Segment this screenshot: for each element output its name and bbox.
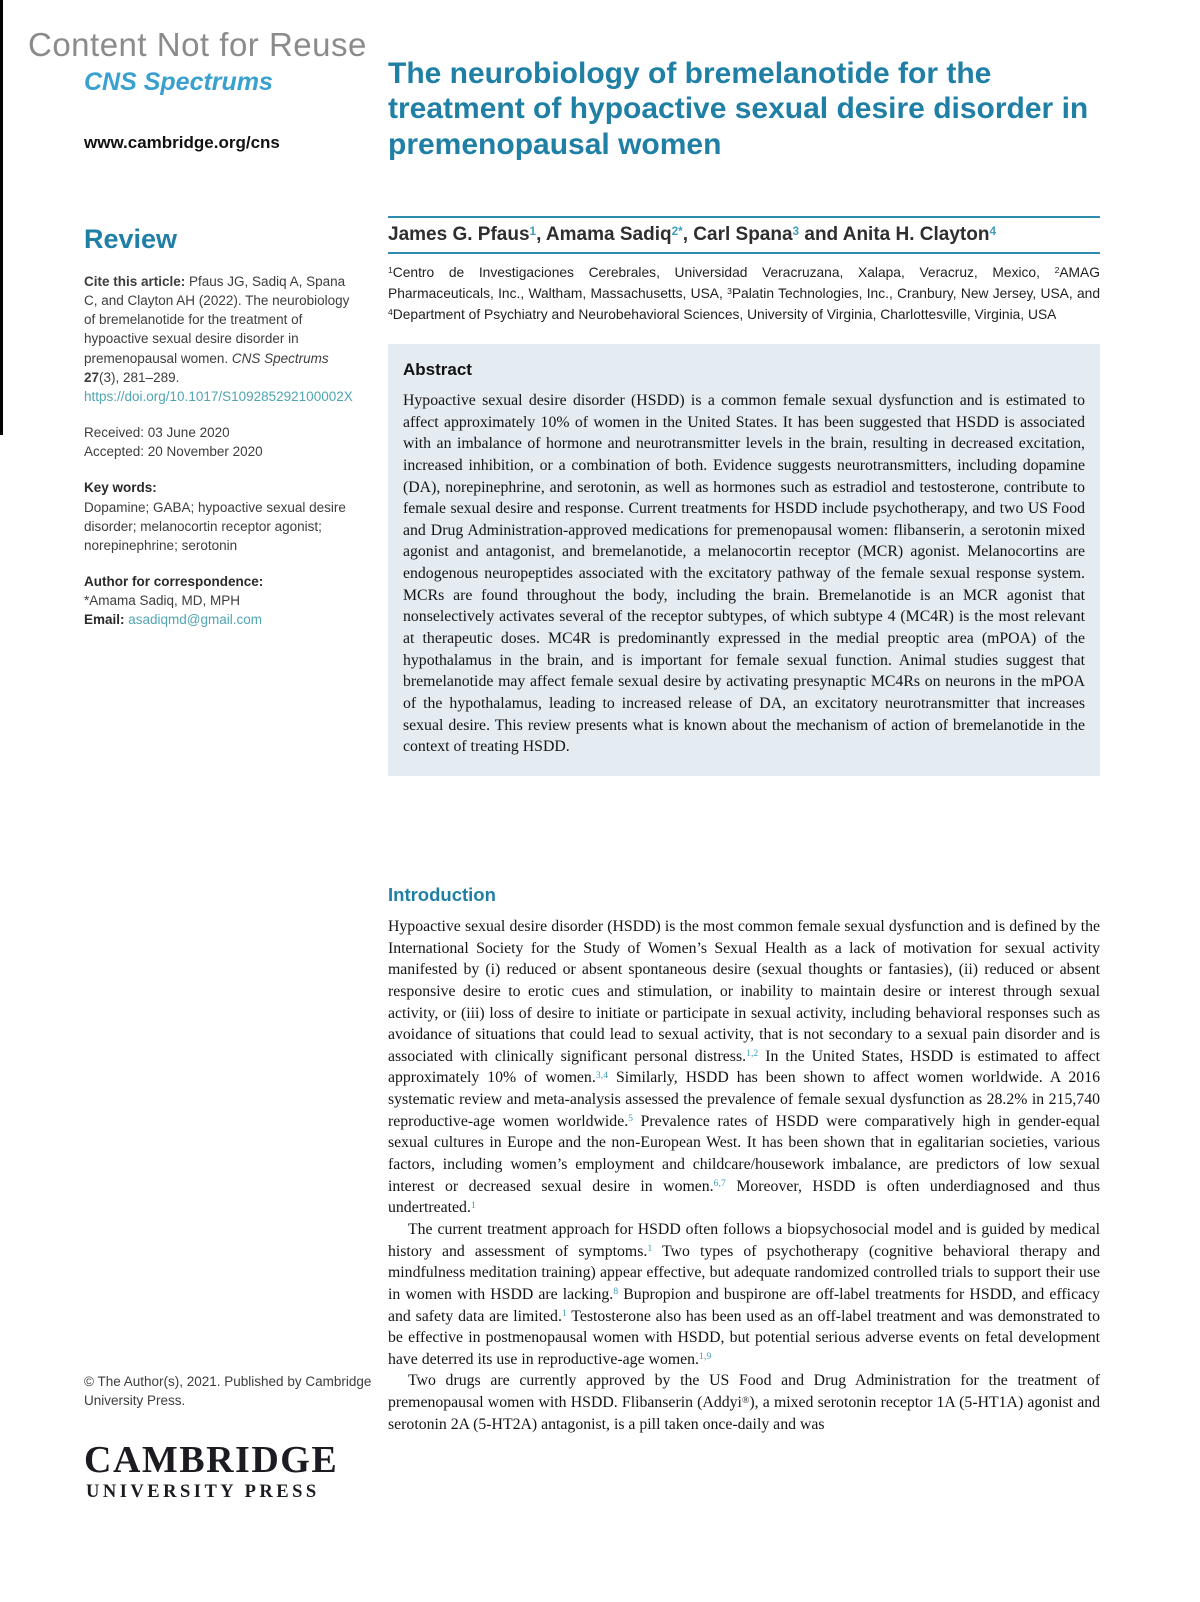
abstract-section: [388, 344, 1100, 776]
dates-block: [84, 423, 358, 461]
abstract-text: Hypoactive sexual desire disorder (HSDD) is a common female sexual dysfunction and is estimated to affect approximately 10% of women in the United States. It has been suggested that HSDD is associated with an imbalance of hormone and neurotransmitter levels in the brain, resulting in decreased excitation, increased inhibition, or a combination of both. Evidence suggests neurotransmitters, including dopamine (DA), norepinephrine, and serotonin, as well as hormones such as estradiol and testosterone, contribute to female sexual desire and response. Current treatments for HSDD include psychotherapy, and two US Food and Drug Administration-approved medications for premenopausal women: flibanserin, a serotonin mixed agonist and antagonist, and bremelanotide, a melanocortin receptor (MCR) agonist. Melanocortins are endogenous neuropeptides associated with the excitatory pathway of the female sexual response system. MCRs are found throughout the body, including the brain. Bremelanotide is an MCR agonist that nonselectively activates several of the receptor subtypes, of which subtype 4 (MC4R) is the most relevant at therapeutic doses. MC4R is predominantly expressed in the medial preoptic area (mPOA) of the hypothalamus in the brain, and is important for female sexual function. Animal studies suggest that bremelanotide may affect female sexual desire by activating presynaptic MC4Rs on neurons in the mPOA of the hypothalamus, leading to increased release of DA, an excitatory neurotransmitter that increases sexual desire. This review presents what is known about the mechanism of action of bremelanotide in the context of treating HSDD.: [403, 392, 1085, 756]
correspondence-block: [84, 572, 358, 629]
content-reuse-watermark: Content Not for Reuse: [28, 26, 367, 63]
authors-divider-line: [388, 252, 1100, 254]
affiliations: $^1$Centro de Investigaciones Cerebrales, Universidad Veracruzana, Xalapa, Veracruz, Mexico, $^2$AMAG Pharmaceuticals, Inc., Waltham, Massachusetts, USA, $^3$Palatin Technologies, Inc., Cranbury, New Jersey, USA, and $^4$Department of Psychiatry and Neurobehavioral Sciences, University of Virginia, Charlottesville, Virginia, USA: [388, 265, 1100, 322]
keywords-label: Key words:: [84, 480, 157, 496]
citation-block: [84, 272, 358, 406]
article-type-heading: Review: [84, 224, 178, 254]
citation-text: Cite this article: Pfaus JG, Sadiq A, Spana C, and Clayton AH (2022). The neurobiology of bremelanotide for the treatment of hypoactive sexual desire disorder in premenopausal women. CNS Spectrums 27(3), 281–289.: [84, 274, 350, 385]
email-label: Email:: [84, 612, 129, 628]
authors-line: James G. Pfaus$^1$, Amama Sadiq$^{2*}$, Carl Spana$^3$ and Anita H. Clayton$^4$: [388, 224, 997, 245]
correspondence-label: Author for correspondence:: [84, 574, 264, 590]
page-edge-mark: [0, 0, 3, 435]
sidebar-metadata: [84, 272, 358, 647]
title-divider-line: [388, 216, 1100, 218]
journal-url: www.cambridge.org/cns: [84, 133, 280, 152]
intro-paragraph: Two drugs are currently approved by the US Food and Drug Administration for the treatment of premenopausal women with HSDD. Flibanserin (Addyi®), a mixed serotonin receptor 1A (5-HT1A) agonist and serotonin 2A (5-HT2A) antagonist, is a pill taken once-daily and was: [388, 1372, 1101, 1433]
introduction-body: [388, 916, 1100, 1435]
correspondence-email-line: [84, 610, 358, 629]
publisher-logo-wordmark: CAMBRIDGE: [84, 1439, 339, 1481]
abstract-heading: Abstract: [403, 360, 472, 379]
email-link[interactable]: asadiqmd@gmail.com: [128, 612, 263, 628]
copyright-notice: © The Author(s), 2021. Published by Cambridge University Press.: [84, 1374, 372, 1409]
correspondence-author: *Amama Sadiq, MD, MPH: [84, 593, 241, 609]
received-date: Received: 03 June 2020: [84, 425, 230, 441]
doi-link[interactable]: https://doi.org/10.1017/S109285292100002X: [84, 388, 353, 404]
keywords-block: [84, 478, 358, 555]
keywords-text: Dopamine; GABA; hypoactive sexual desire disorder; melanocortin receptor agonist; norepinephrine; serotonin: [84, 499, 346, 553]
intro-paragraph: The current treatment approach for HSDD often follows a biopsychosocial model and is guided by medical history and assessment of symptoms.$^1$ Two types of psychotherapy (cognitive behavioral therapy and mindfulness meditation training) appear effective, but adequate randomized controlled trials to support their use in women with HSDD are lacking.$^8$ Bupropion and buspirone are off-label treatments for HSDD, and efficacy and safety data are limited.$^1$ Testosterone also has been used as an off-label treatment and was demonstrated to be effective in postmenopausal women with HSDD, but potential serious adverse events on fetal development have deterred its use in reproductive-age women.$^{1,9}$: [388, 1220, 1101, 1368]
intro-paragraph: Hypoactive sexual desire disorder (HSDD) is the most common female sexual dysfunction and is defined by the International Society for the Study of Women’s Sexual Health as a lack of motivation for sexual activity manifested by (i) reduced or absent spontaneous desire (sexual thoughts or fantasies), (ii) reduced or absent responsive desire to erotic cues and stimulation, or inability to maintain desire or interest through sexual activity, or (iii) loss of desire to initiate or participate in sexual activity, including behavioral responses such as avoidance of situations that could lead to sexual activity, that is not secondary to a sexual pain disorder and is associated with clinically significant personal distress.$^{1,2}$ In the United States, HSDD is estimated to affect approximately 10% of women.$^{3,4}$ Similarly, HSDD has been shown to affect women worldwide. A 2016 systematic review and meta-analysis assessed the prevalence of female sexual dysfunction as 28.2% in 215,740 reproductive-age women worldwide.$^5$ Prevalence rates of HSDD were comparatively high in gender-equal sexual cultures in Europe and the non-European West. It has been shown that in egalitarian societies, various factors, including women’s employment and childcare/housework imbalance, are predictors of low sexual interest or decreased sexual desire in women.$^{6,7}$ Moreover, HSDD is often underdiagnosed and thus undertreated.$^1$: [388, 918, 1101, 1217]
publisher-logo-subtitle: UNIVERSITY PRESS: [86, 1482, 320, 1502]
accepted-date: Accepted: 20 November 2020: [84, 444, 263, 460]
article-title: The neurobiology of bremelanotide for the treatment of hypoactive sexual desire disorder in premenopausal women: [388, 57, 1089, 161]
journal-name: CNS Spectrums: [84, 68, 273, 96]
introduction-heading: Introduction: [388, 884, 496, 905]
